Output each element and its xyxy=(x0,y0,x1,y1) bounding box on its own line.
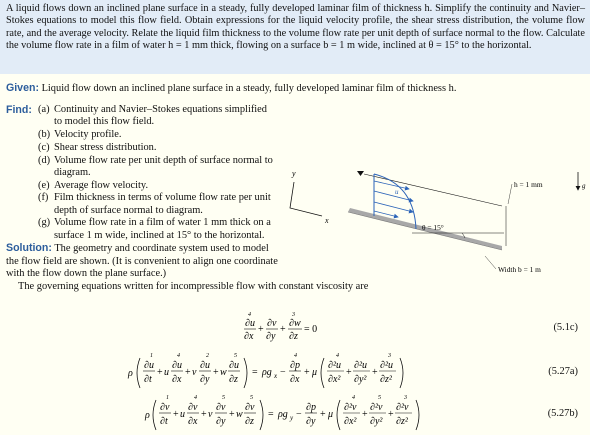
svg-text:5: 5 xyxy=(250,395,253,401)
svg-text:∂y: ∂y xyxy=(200,374,210,385)
svg-text:+: + xyxy=(346,367,352,378)
svg-text:5: 5 xyxy=(378,395,381,401)
svg-text:3: 3 xyxy=(404,395,407,401)
y-axis-label: y xyxy=(292,169,296,178)
svg-text:1: 1 xyxy=(150,353,153,359)
svg-text:ρ: ρ xyxy=(145,410,150,421)
svg-text:∂²v: ∂²v xyxy=(396,402,409,413)
problem-statement xyxy=(0,0,590,74)
find-label: Find: xyxy=(6,104,32,116)
solution-text: The geometry and coordinate system used to model the flow field are shown. (It is convenient to align one coordinate with the flow down the plane surface.) xyxy=(6,243,278,280)
svg-text:∂x: ∂x xyxy=(290,374,300,385)
svg-text:+: + xyxy=(213,367,219,378)
problem-text: A liquid flows down an inclined plane surface in a steady, fully developed laminar film of thickness h. Simplify the continuity and Navier–Stokes equations to model this flow field. Obtain expressions for the liquid velocity profile, the shear stress distribution, the volume flow rate, and the average velocity. Relate the liquid film thickness to the volume flow rate per unit depth of surface normal to the flow. Calculate the volume flow rate in a film of water h = 1 mm thick, flowing on a surface b = 1 m wide, inclined at θ = 15° to the horizontal. xyxy=(6,3,585,52)
equation-navier-stokes-y xyxy=(0,394,590,435)
svg-text:∂z: ∂z xyxy=(229,374,238,385)
find-item xyxy=(38,155,274,180)
equation-navier-stokes-x-math xyxy=(0,352,470,394)
svg-text:∂t: ∂t xyxy=(160,416,168,427)
equation-navier-stokes-y-math xyxy=(0,394,470,435)
find-list xyxy=(38,104,274,242)
svg-text:ρ: ρ xyxy=(128,368,133,379)
svg-text:∂²u: ∂²u xyxy=(328,360,341,371)
svg-text:=: = xyxy=(268,409,274,420)
solution-panel xyxy=(0,74,590,435)
svg-text:u: u xyxy=(180,409,185,420)
svg-text:∂²u: ∂²u xyxy=(354,360,367,371)
equation-number: (5.27a) xyxy=(548,366,578,377)
find-item-key: (d) xyxy=(38,154,51,166)
svg-text:2: 2 xyxy=(206,353,209,359)
find-item-text: Volume flow rate in a film of water 1 mm thick on a surface 1 m wide, inclined at 15° to the horizontal. xyxy=(54,217,271,241)
find-item-key: (a) xyxy=(38,104,50,115)
equation-number: (5.1c) xyxy=(553,322,578,333)
svg-text:4: 4 xyxy=(336,353,339,359)
find-item-text: Average flow velocity. xyxy=(54,179,149,191)
svg-text:−: − xyxy=(280,367,286,378)
svg-text:v: v xyxy=(208,409,213,420)
svg-text:+: + xyxy=(372,367,378,378)
find-item-key: (g) xyxy=(38,217,51,229)
svg-text:4: 4 xyxy=(352,395,355,401)
find-item-text: Continuity and Navier–Stokes equations simplified to model this flow field. xyxy=(54,104,267,128)
svg-text:4: 4 xyxy=(177,353,180,359)
svg-text:+: + xyxy=(201,409,207,420)
given-section xyxy=(6,82,586,95)
svg-text:∂v: ∂v xyxy=(267,318,277,329)
find-item xyxy=(38,104,274,129)
svg-text:w: w xyxy=(236,409,243,420)
svg-text:+: + xyxy=(258,324,264,335)
find-item xyxy=(38,129,274,141)
svg-text:y: y xyxy=(290,414,294,422)
svg-text:∂z²: ∂z² xyxy=(380,374,392,385)
svg-text:μ: μ xyxy=(328,409,334,420)
theta-label: θ = 15° xyxy=(422,223,444,232)
svg-text:∂u: ∂u xyxy=(245,318,255,329)
find-item xyxy=(38,180,274,192)
svg-text:+: + xyxy=(229,409,235,420)
svg-text:∂²v: ∂²v xyxy=(370,402,383,413)
svg-text:∂²u: ∂²u xyxy=(380,360,393,371)
svg-text:∂v: ∂v xyxy=(245,402,255,413)
find-item-text: Volume flow rate per unit depth of surface normal to diagram. xyxy=(54,154,273,178)
svg-text:5: 5 xyxy=(234,353,237,359)
svg-text:∂z: ∂z xyxy=(245,416,254,427)
svg-text:∂u: ∂u xyxy=(229,360,239,371)
svg-text:3: 3 xyxy=(292,312,295,318)
free-surface-marker xyxy=(357,171,364,176)
svg-text:∂t: ∂t xyxy=(144,374,152,385)
svg-text:∂y²: ∂y² xyxy=(354,374,367,385)
svg-text:+: + xyxy=(320,409,326,420)
svg-text:∂y: ∂y xyxy=(306,416,316,427)
svg-text:+: + xyxy=(157,367,163,378)
svg-text:−: − xyxy=(296,409,302,420)
svg-text:∂v: ∂v xyxy=(188,402,198,413)
svg-text:∂p: ∂p xyxy=(306,402,316,413)
x-axis-label: x xyxy=(325,216,329,225)
svg-text:∂p: ∂p xyxy=(290,360,300,371)
h-leader xyxy=(508,184,512,204)
coordinate-axes xyxy=(290,182,322,216)
solution-label: Solution: xyxy=(6,242,52,254)
svg-text:= 0: = 0 xyxy=(304,324,318,335)
equation-continuity-math xyxy=(0,310,320,348)
svg-text:∂x: ∂x xyxy=(172,374,182,385)
find-item-key: (c) xyxy=(38,141,50,153)
svg-text:∂u: ∂u xyxy=(172,360,182,371)
equation-continuity xyxy=(0,310,590,348)
svg-text:∂²v: ∂²v xyxy=(344,402,357,413)
find-item-key: (b) xyxy=(38,129,51,141)
svg-text:4: 4 xyxy=(294,353,297,359)
svg-text:+: + xyxy=(388,409,394,420)
width-leader xyxy=(485,256,496,269)
svg-text:v: v xyxy=(192,367,197,378)
find-item-key: (f) xyxy=(38,192,49,204)
svg-text:ρg: ρg xyxy=(262,367,272,378)
svg-text:+: + xyxy=(185,367,191,378)
svg-text:∂z²: ∂z² xyxy=(396,416,408,427)
svg-text:∂v: ∂v xyxy=(160,402,170,413)
u-label: u xyxy=(395,188,399,196)
gravity-label: g xyxy=(582,182,586,190)
film-surface-line xyxy=(364,174,502,206)
svg-text:μ: μ xyxy=(312,367,318,378)
find-item-key: (e) xyxy=(38,179,50,191)
svg-text:∂x: ∂x xyxy=(244,331,254,342)
svg-text:∂y: ∂y xyxy=(216,416,226,427)
svg-text:+: + xyxy=(304,367,310,378)
svg-text:ρg: ρg xyxy=(278,409,288,420)
flow-geometry-figure xyxy=(282,166,590,284)
find-item-text: Velocity profile. xyxy=(54,129,122,141)
svg-text:u: u xyxy=(164,367,169,378)
svg-text:1: 1 xyxy=(166,395,169,401)
svg-text:4: 4 xyxy=(248,312,251,318)
svg-text:∂x²: ∂x² xyxy=(344,416,357,427)
find-item-text: Film thickness in terms of volume flow rate per unit depth of surface normal to diagram. xyxy=(54,192,271,216)
svg-text:+: + xyxy=(362,409,368,420)
find-item xyxy=(38,192,274,217)
svg-text:5: 5 xyxy=(222,395,225,401)
governing-text: The governing equations written for incompressible flow with constant viscosity are xyxy=(18,281,369,292)
svg-text:4: 4 xyxy=(194,395,197,401)
find-item-text: Shear stress distribution. xyxy=(54,141,157,153)
svg-text:∂v: ∂v xyxy=(216,402,226,413)
svg-text:∂w: ∂w xyxy=(289,318,301,329)
svg-text:∂u: ∂u xyxy=(200,360,210,371)
svg-text:∂u: ∂u xyxy=(144,360,154,371)
solution-section xyxy=(6,242,278,281)
svg-text:∂z: ∂z xyxy=(289,331,298,342)
given-label: Given: xyxy=(6,82,39,94)
width-label: Width b = 1 m xyxy=(498,265,541,274)
svg-text:x: x xyxy=(274,372,278,380)
given-text: Liquid flow down an inclined plane surface in a steady, fully developed laminar film of thickness h. xyxy=(41,83,457,94)
svg-text:+: + xyxy=(280,324,286,335)
svg-text:=: = xyxy=(252,367,258,378)
svg-text:w: w xyxy=(220,367,227,378)
equation-number: (5.27b) xyxy=(547,408,578,419)
svg-text:∂x²: ∂x² xyxy=(328,374,341,385)
svg-text:3: 3 xyxy=(388,353,391,359)
find-item xyxy=(38,142,274,154)
find-item xyxy=(38,217,274,242)
svg-text:+: + xyxy=(173,409,179,420)
svg-text:∂y: ∂y xyxy=(266,331,276,342)
svg-text:∂y²: ∂y² xyxy=(370,416,383,427)
equation-navier-stokes-x xyxy=(0,352,590,394)
svg-text:∂x: ∂x xyxy=(188,416,198,427)
h-label: h = 1 mm xyxy=(514,180,543,189)
